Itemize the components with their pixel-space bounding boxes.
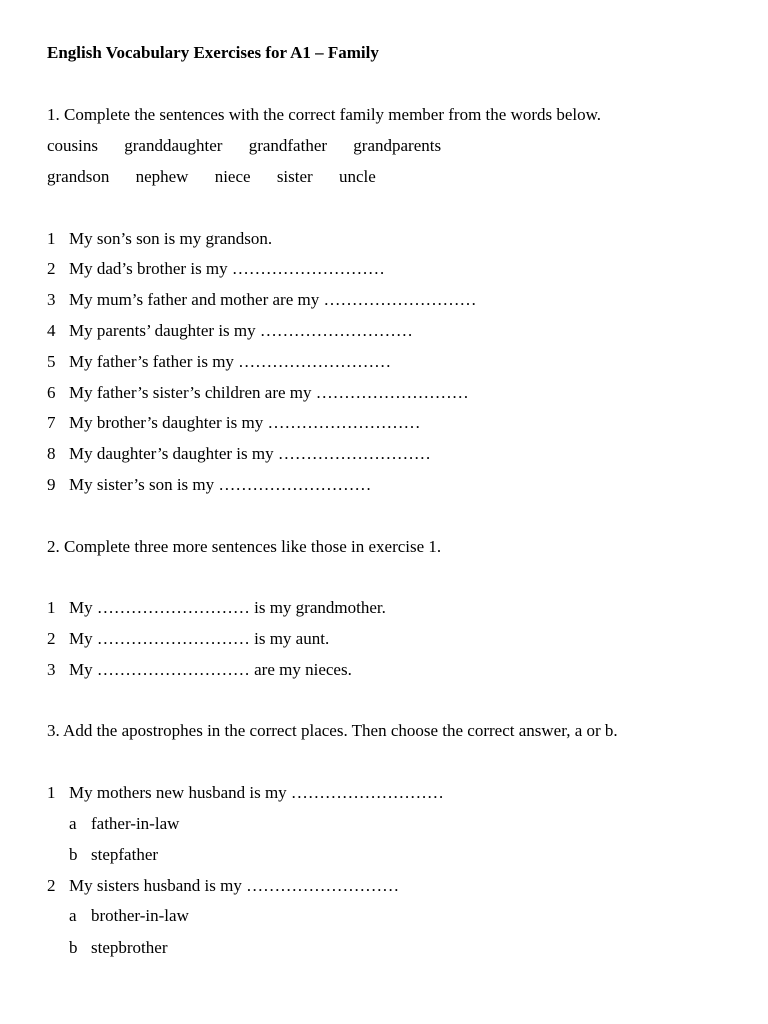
word-bank-row-2: [47, 167, 398, 187]
item-number: 2: [47, 629, 56, 648]
item-text: My mum’s father and mother are my ………………………: [69, 290, 477, 309]
option-letter: b: [69, 845, 78, 864]
answer-option-a: [47, 906, 189, 926]
exercise-2-item: [47, 598, 386, 618]
option-text: father-in-law: [91, 814, 180, 833]
item-number: 1: [47, 783, 56, 802]
item-number: 5: [47, 352, 56, 371]
item-text: My mothers new husband is my ………………………: [69, 783, 444, 802]
exercise-2-item: [47, 629, 329, 649]
answer-option-a: [47, 814, 179, 834]
exercise-1-item: [47, 321, 413, 341]
item-number: 4: [47, 321, 56, 340]
item-number: 9: [47, 475, 56, 494]
item-text: My dad’s brother is my ………………………: [69, 259, 385, 278]
item-text: My sisters husband is my ………………………: [69, 876, 400, 895]
answer-option-b: [47, 938, 167, 958]
word-bank-row-1: [47, 136, 463, 156]
item-text: My ……………………… is my aunt.: [69, 629, 330, 648]
item-text: My sister’s son is my ………………………: [69, 475, 372, 494]
item-text: My ……………………… is my grandmother.: [69, 598, 386, 617]
word-bank-item: grandparents: [353, 136, 442, 155]
exercise-2-instruction: 2. Complete three more sentences like those in exercise 1.: [47, 537, 442, 556]
item-text: My father’s father is my ………………………: [69, 352, 392, 371]
option-letter: b: [69, 938, 78, 957]
page-title: English Vocabulary Exercises for A1 – Family: [47, 43, 379, 62]
item-text: My brother’s daughter is my ………………………: [69, 413, 421, 432]
item-number: 3: [47, 290, 56, 309]
exercise-1-instruction: 1. Complete the sentences with the correct family member from the words below.: [47, 105, 602, 124]
exercise-3-question: [47, 783, 444, 803]
option-letter: a: [69, 906, 77, 925]
item-number: 1: [47, 598, 56, 617]
word-bank-item: granddaughter: [124, 136, 223, 155]
item-number: 3: [47, 660, 56, 679]
item-number: 8: [47, 444, 56, 463]
exercise-1-item: [47, 229, 272, 249]
option-text: stepbrother: [91, 938, 168, 957]
word-bank-item: cousins: [47, 136, 98, 155]
word-bank-item: nephew: [135, 167, 189, 186]
item-text: My ……………………… are my nieces.: [69, 660, 352, 679]
option-letter: a: [69, 814, 77, 833]
exercise-1-item: [47, 413, 420, 433]
item-number: 2: [47, 259, 56, 278]
option-text: brother-in-law: [91, 906, 189, 925]
item-text: My parents’ daughter is my ………………………: [69, 321, 413, 340]
exercise-1-item: [47, 259, 385, 279]
word-bank-item: uncle: [338, 167, 376, 186]
item-text: My son’s son is my grandson.: [69, 229, 273, 248]
item-number: 6: [47, 383, 56, 402]
exercise-3-instruction: 3. Add the apostrophes in the correct places. Then choose the correct answer, a or b.: [47, 721, 618, 740]
exercise-1-item: [47, 383, 469, 403]
item-number: 2: [47, 876, 56, 895]
option-text: stepfather: [91, 845, 159, 864]
exercise-1-item: [47, 444, 431, 464]
exercise-1-item: [47, 352, 391, 372]
item-number: 7: [47, 413, 56, 432]
item-number: 1: [47, 229, 56, 248]
answer-option-b: [47, 845, 158, 865]
word-bank-item: grandson: [47, 167, 110, 186]
exercise-3-question: [47, 876, 399, 896]
item-text: My daughter’s daughter is my ………………………: [69, 444, 431, 463]
exercise-1-item: [47, 475, 371, 495]
exercise-2-item: [47, 660, 352, 680]
word-bank-item: niece: [214, 167, 251, 186]
word-bank-item: grandfather: [248, 136, 328, 155]
exercise-1-item: [47, 290, 476, 310]
word-bank-item: sister: [276, 167, 313, 186]
item-text: My father’s sister’s children are my ………………………: [69, 383, 469, 402]
